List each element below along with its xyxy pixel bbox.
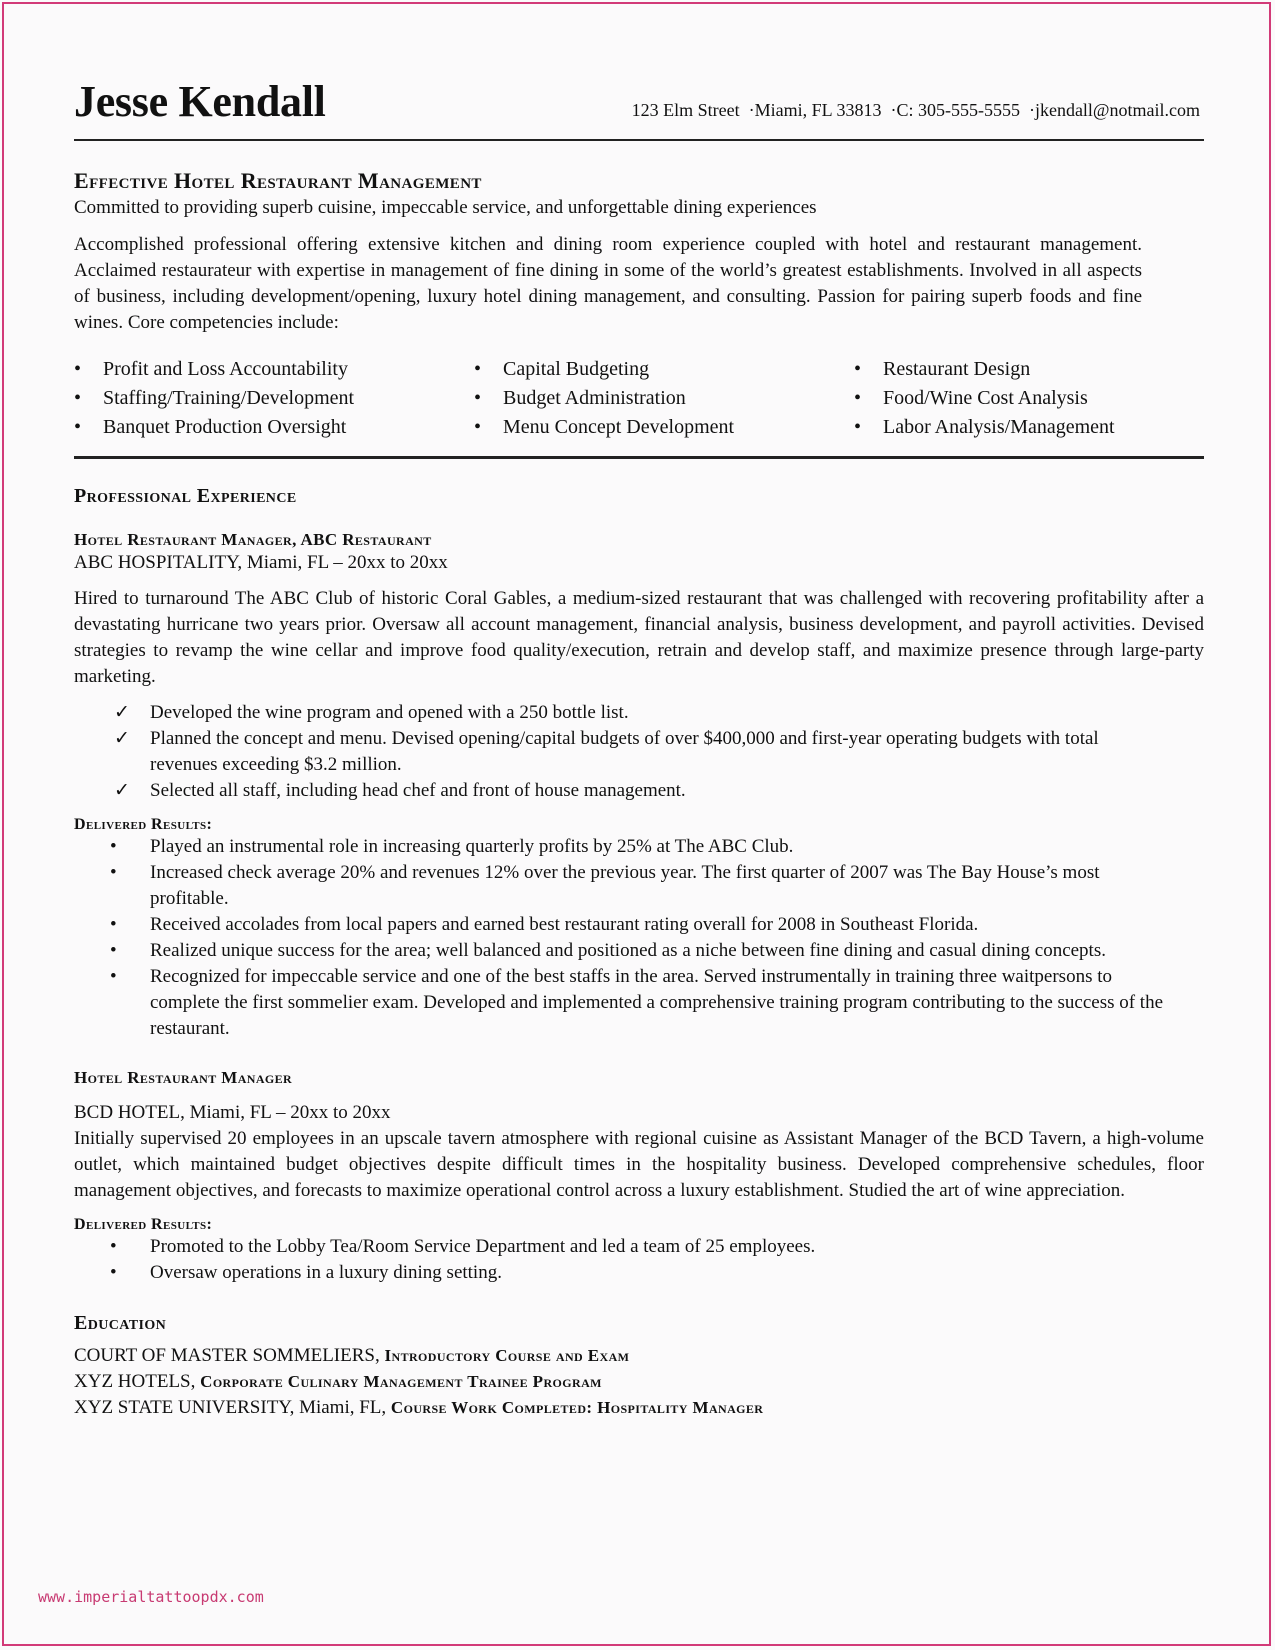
list-item: ✓ Selected all staff, including head chef and front of house management.	[74, 778, 1204, 804]
list-item: • Received accolades from local papers and earned best restaurant rating overall for 2008 in Southeast Florida.	[110, 914, 979, 935]
competency-item: • Menu Concept Development	[474, 416, 735, 438]
results-label: Delivered Results:	[74, 816, 213, 833]
list-item: • Oversaw operations in a luxury dining setting.	[110, 1262, 502, 1283]
list-item: • Realized unique success for the area; well balanced and positioned as a niche between fine dining and casual dining concepts.	[110, 940, 1106, 961]
job-description: Hired to turnaround The ABC Club of historic Coral Gables, a medium-sized restaurant that was challenged with recovering profitability after a devastating hurricane two years prior. Oversaw all account management, financial analysis, business development, and payroll activities. Devised strategies to revamp the wine cellar and improve food quality/execution, retrain and develop staff, and maximize presence through large-party marketing.	[74, 588, 1204, 687]
list-item: • Increased check average 20% and revenues 12% over the previous year. The first quarter of 2007 was The Bay House’s most profitable.	[110, 862, 1100, 909]
job-title: Hotel Restaurant Manager, ABC Restaurant	[74, 530, 432, 549]
check-icon: ✓	[114, 702, 130, 723]
contact-info: 123 Elm Street ·Miami, FL 33813 ·C: 305-555-5555 ·jkendall@notmail.com	[631, 100, 1200, 120]
job-company: BCD HOTEL, Miami, FL – 20xx to 20xx	[74, 1102, 391, 1123]
summary-paragraph: Accomplished professional offering extensive kitchen and dining room experience coupled with hotel and restaurant management. Acclaimed restaurateur with expertise in management of fine dining in some of the world’s greatest establishments. Involved in all aspects of business, including development/opening, luxury hotel dining management, and consulting. Passion for pairing superb foods and fine wines. Core competencies include:	[74, 234, 1142, 333]
competency-item: • Restaurant Design	[854, 358, 1031, 380]
education-entry: XYZ STATE UNIVERSITY, Miami, FL, Course Work Completed: Hospitality Manager	[74, 1397, 764, 1418]
check-icon: ✓	[114, 780, 130, 801]
competency-item: • Food/Wine Cost Analysis	[854, 387, 1088, 409]
education-entry: XYZ HOTELS, Corporate Culinary Management Trainee Program	[74, 1371, 602, 1392]
results-label: Delivered Results:	[74, 1216, 213, 1233]
job-description: Initially supervised 20 employees in an upscale tavern atmosphere with regional cuisine as Assistant Manager of the BCD Tavern, a high-volume outlet, which maintained budget objectives despite difficult times in the hospitality business. Developed comprehensive schedules, floor management objectives, and forecasts to maximize operational control across a luxury establishment. Studied the art of wine appreciation.	[74, 1128, 1204, 1201]
list-item: ✓ Planned the concept and menu. Devised opening/capital budgets of over $400,000 and first-year operating budgets with total revenues exceeding $3.2 million.	[74, 726, 1204, 778]
resume-page	[74, 76, 1204, 1421]
competency-item: • Capital Budgeting	[474, 358, 650, 380]
education-entry: COURT OF MASTER SOMMELIERS, Introductory Course and Exam	[74, 1345, 630, 1366]
job-title: Hotel Restaurant Manager	[74, 1068, 293, 1087]
results-list	[74, 1234, 1204, 1286]
check-icon: ✓	[114, 728, 130, 749]
summary-tagline: Committed to providing superb cuisine, impeccable service, and unforgettable dining experiences	[74, 197, 817, 218]
competency-item: • Banquet Production Oversight	[74, 416, 347, 438]
job-highlights	[74, 700, 1204, 804]
competency-item: • Labor Analysis/Management	[854, 416, 1115, 438]
summary-title: Effective Hotel Restaurant Management	[74, 168, 482, 193]
list-item: • Played an instrumental role in increasing quarterly profits by 25% at The ABC Club.	[110, 836, 794, 857]
experience-title: Professional Experience	[74, 485, 297, 507]
list-item: • Recognized for impeccable service and one of the best staffs in the area. Served instrumentally in training three waitpersons to complete the first sommelier exam. Developed and implemented a comprehensive training program contributing to the success of the restaurant.	[110, 966, 1164, 1039]
list-item: ✓ Developed the wine program and opened with a 250 bottle list.	[74, 700, 1204, 726]
competency-item: • Staffing/Training/Development	[74, 387, 355, 409]
competencies-list	[74, 356, 1204, 440]
resume-header	[74, 76, 1204, 127]
education-title: Education	[74, 1312, 167, 1334]
list-item: • Promoted to the Lobby Tea/Room Service Department and led a team of 25 employees.	[110, 1236, 816, 1257]
results-list	[74, 834, 1204, 1042]
candidate-name: Jesse Kendall	[74, 77, 326, 126]
competency-item: • Budget Administration	[474, 387, 686, 409]
job-company: ABC HOSPITALITY, Miami, FL – 20xx to 20xx	[74, 552, 448, 573]
watermark: www.imperialtattoopdx.com	[38, 1588, 264, 1606]
competency-item: • Profit and Loss Accountability	[74, 358, 348, 380]
